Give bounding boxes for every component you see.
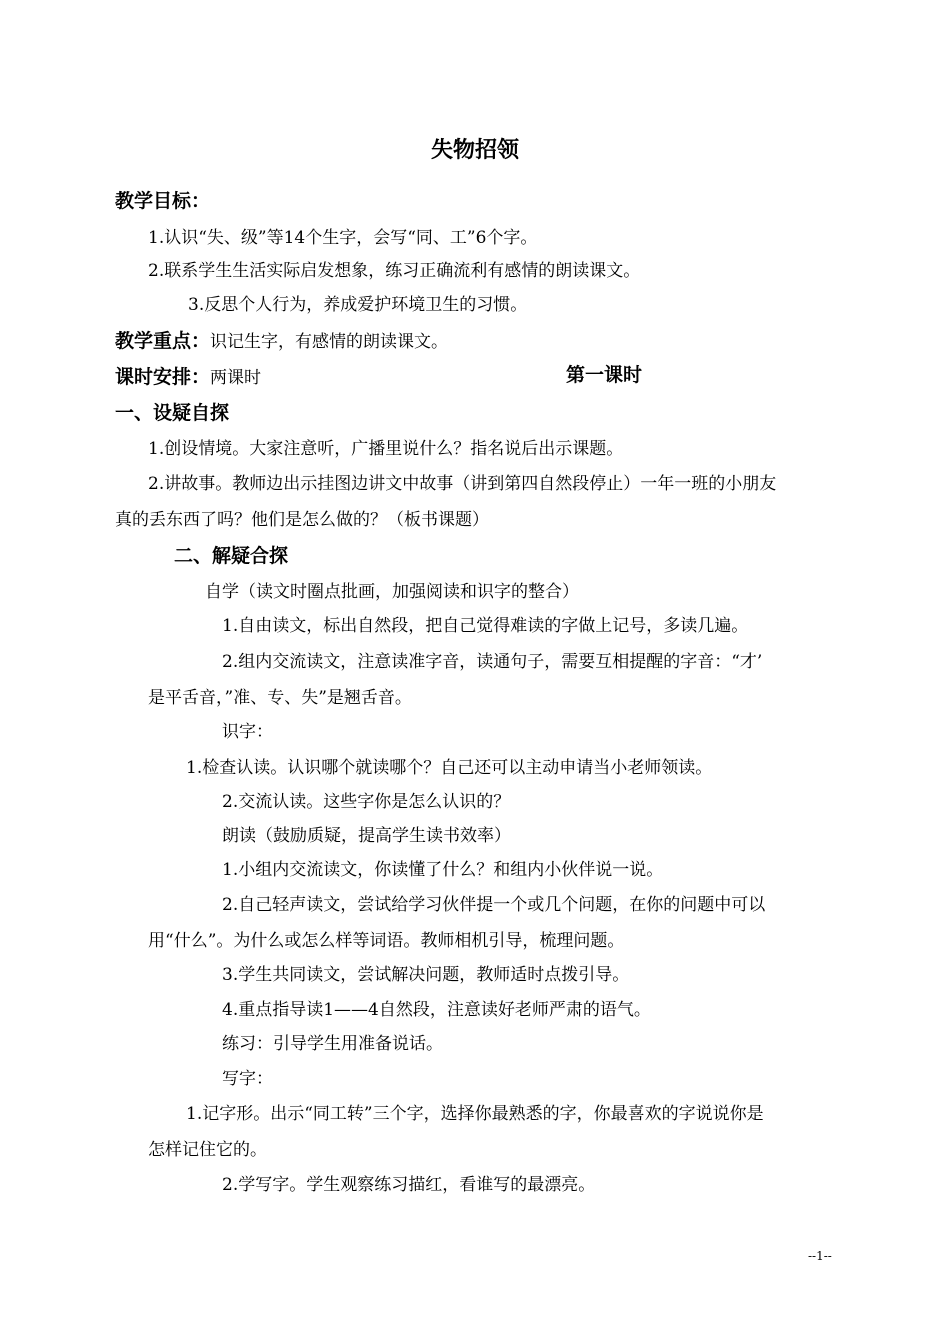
section-1-heading: 一、设疑自探 [115, 402, 230, 424]
document-title: 失物招领 [430, 138, 519, 163]
reading-heading: 朗读（鼓励质疑，提高学生读书效率） [222, 826, 511, 846]
writing-item-2: 2.学写字。学生观察练习描红，看谁写的最漂亮。 [222, 1175, 596, 1195]
section-2-heading: 二、解疑合探 [174, 545, 289, 567]
key-points-label: 教学重点： [115, 330, 211, 352]
section-1-paragraph-1: 1.创设情境。大家注意听，广播里说什么？指名说后出示课题。 [148, 439, 624, 459]
key-points-row [115, 329, 448, 354]
objective-item-3: 3.反思个人行为，养成爱护环境卫生的习惯。 [188, 295, 528, 315]
reading-item-2-line-2: 用“什么”。为什么或怎么样等词语。教师相机引导，梳理问题。 [148, 931, 625, 951]
self-study-item-2-line-2: 是平舌音，”准、专、失”是翘舌音。 [148, 688, 412, 708]
reading-item-2-line-1: 2.自己轻声读文，尝试给学习伙伴提一个或几个问题，在你的问题中可以 [222, 895, 766, 915]
writing-heading: 写字： [222, 1069, 273, 1089]
reading-item-3: 3.学生共同读文，尝试解决问题，教师适时点拨引导。 [222, 965, 630, 985]
self-study-heading: 自学（读文时圈点批画，加强阅读和识字的整合） [205, 582, 579, 602]
reading-item-1: 1.小组内交流读文，你读懂了什么？和组内小伙伴说一说。 [222, 860, 664, 880]
objectives-heading: 教学目标： [115, 190, 211, 212]
schedule-text: 两课时 [210, 368, 262, 388]
key-points-text: 识记生字，有感情的朗读课文。 [210, 332, 449, 352]
self-study-item-1: 1.自由读文，标出自然段，把自己觉得难读的字做上记号，多读几遍。 [222, 616, 749, 636]
self-study-item-2-line-1: 2.组内交流读文，注意读准字音，读通句子，需要互相提醒的字音：“才’ [222, 652, 763, 672]
writing-item-1-line-2: 怎样记住它的。 [148, 1140, 267, 1160]
schedule-label: 课时安排： [115, 366, 211, 388]
practice-line: 练习：引导学生用准备说话。 [222, 1034, 443, 1054]
literacy-item-1: 1.检查认读。认识哪个就读哪个？自己还可以主动申请当小老师领读。 [186, 758, 713, 778]
literacy-item-2: 2.交流认读。这些字你是怎么认识的？ [222, 792, 511, 812]
literacy-heading: 识字： [222, 722, 273, 742]
page-number: --1-- [808, 1249, 832, 1263]
section-1-paragraph-2-line-1: 2.讲故事。教师边出示挂图边讲文中故事（讲到第四自然段停止）一年一班的小朋友 [148, 474, 777, 494]
schedule-row [115, 365, 261, 390]
reading-item-4: 4.重点指导读1——4自然段，注意读好老师严肃的语气。 [222, 1000, 651, 1020]
objective-item-2: 2.联系学生生活实际启发想象，练习正确流利有感情的朗读课文。 [148, 261, 641, 281]
section-1-paragraph-2-line-2: 真的丢东西了吗？他们是怎么做的？（板书课题） [115, 510, 489, 530]
objective-item-1: 1.认识“失、级”等14个生字，会写“同、工”6个字。 [148, 228, 538, 248]
writing-item-1-line-1: 1.记字形。出示“同工转”三个字，选择你最熟悉的字，你最喜欢的字说说你是 [186, 1104, 764, 1124]
lesson-one-heading: 第一课时 [566, 364, 643, 386]
